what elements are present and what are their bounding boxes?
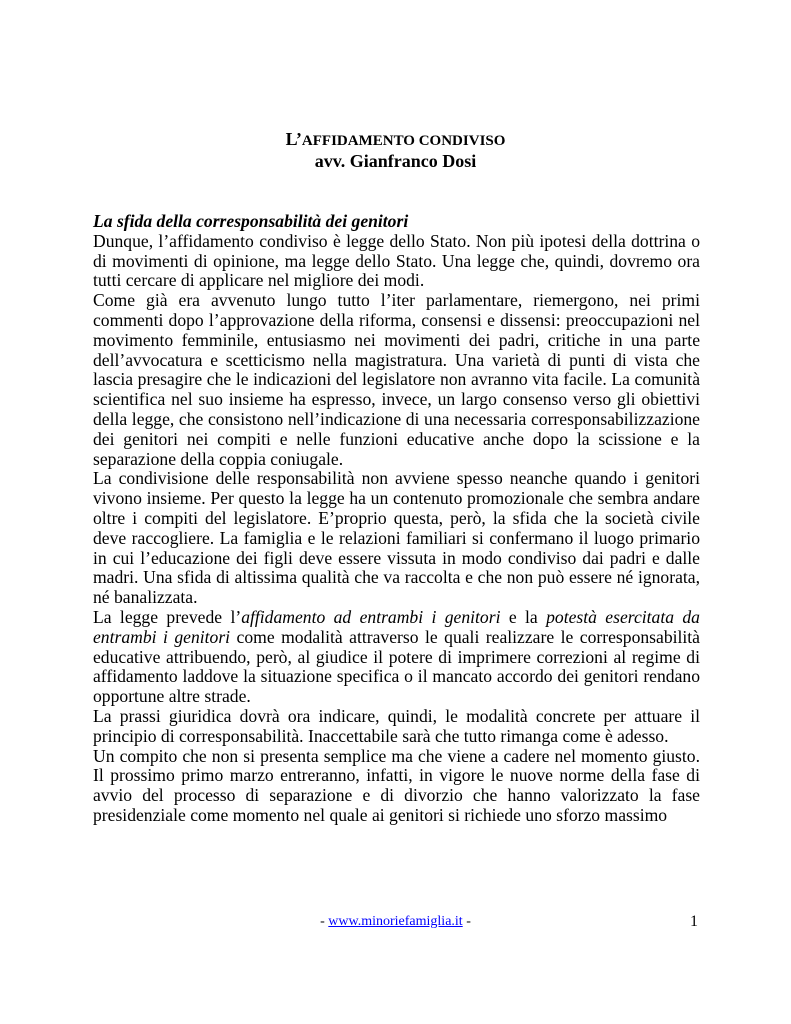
paragraph-1: Dunque, l’affidamento condiviso è legge dello Stato. Non più ipotesi della dottrina o di movimenti di opinione, ma legge dello Stato. Una legge che, quindi, dovremo ora tutti cercare di applicare nel migliore dei modi. [93, 230, 700, 291]
paragraph-4 [93, 608, 700, 707]
page-number: 1 [690, 913, 698, 930]
paragraph-5: La prassi giuridica dovrà ora indicare, quindi, le modalità concrete per attuare il principio di corresponsabilità. Inaccettabile sarà che tutto rimanga come è adesso. [93, 705, 700, 746]
footer-dash-right: - [462, 914, 471, 929]
paragraph-4-part1: La legge prevede l’ [93, 606, 242, 627]
title-rest: AFFIDAMENTO CONDIVISO [301, 133, 506, 149]
title-prefix: L’ [285, 129, 302, 149]
website-link[interactable]: www.minoriefamiglia.it [328, 914, 463, 929]
document-body [93, 212, 700, 826]
paragraph-2: Come già era avvenuto lungo tutto l’iter parlamentare, riemergono, nei primi commenti dopo l’approvazione della riforma, consensi e dissensi: preoccupazioni nel movimento femminile, entusiasmo nei movimenti dei padri, critiche in una parte dell’avvocatura e scetticismo nella magistratura. Una varietà di punti di vista che lascia presagire che le indicazioni del legislatore non avranno vita facile. La comunità scientifica nel suo insieme ha espresso, invece, un largo consenso verso gli obiettivi della legge, che consistono nell’indicazione di una necessaria corresponsabilizzazione dei genitori nei compiti e nelle funzioni educative anche dopo la scissione e la separazione della coppia coniugale. [93, 290, 700, 469]
paragraph-4-italic1: affidamento ad entrambi i genitori [241, 606, 501, 627]
paragraph-6: Un compito che non si presenta semplice ma che viene a cadere nel momento giusto. Il prossimo primo marzo entreranno, infatti, in vigore le nuove norme della fase di avvio del processo di separazione e di divorzio che hanno valorizzato la fase presidenziale come momento nel quale ai genitori si richiede uno sforzo massimo [93, 745, 700, 825]
paragraph-4-italic2: potestà esercitata da entrambi i genitori [93, 606, 700, 647]
section-heading: La sfida della corresponsabilità dei genitori [93, 211, 409, 231]
footer-link-line [0, 913, 791, 931]
paragraph-3: La condivisione delle responsabilità non avviene spesso neanche quando i genitori vivono insieme. Per questo la legge ha un contenuto promozionale che sembra andare oltre i compiti del legislatore. E’proprio questa, però, la sfida che la società civile deve raccogliere. La famiglia e le relazioni familiari si confermano il luogo primario in cui l’educazione dei figli deve essere vissuta in modo condiviso dai padri e dalle madri. Una sfida di altissima qualità che va raccolta e che non può essere né ignorata, né banalizzata. [93, 468, 700, 608]
footer-dash-left: - [320, 914, 329, 929]
title-block [0, 130, 791, 172]
author-name: avv. Gianfranco Dosi [314, 151, 477, 171]
document-title [0, 130, 791, 150]
paragraph-4-part3: come modalità attraverso le quali realizzare le corresponsabilità educative attribuendo, però, al giudice il potere di imprimere correzioni al regime di affidamento laddove la situazione specifica o il mancato accordo dei genitori rendano opportune altre strade. [93, 626, 700, 707]
paragraph-4-part2: e la [500, 606, 547, 627]
